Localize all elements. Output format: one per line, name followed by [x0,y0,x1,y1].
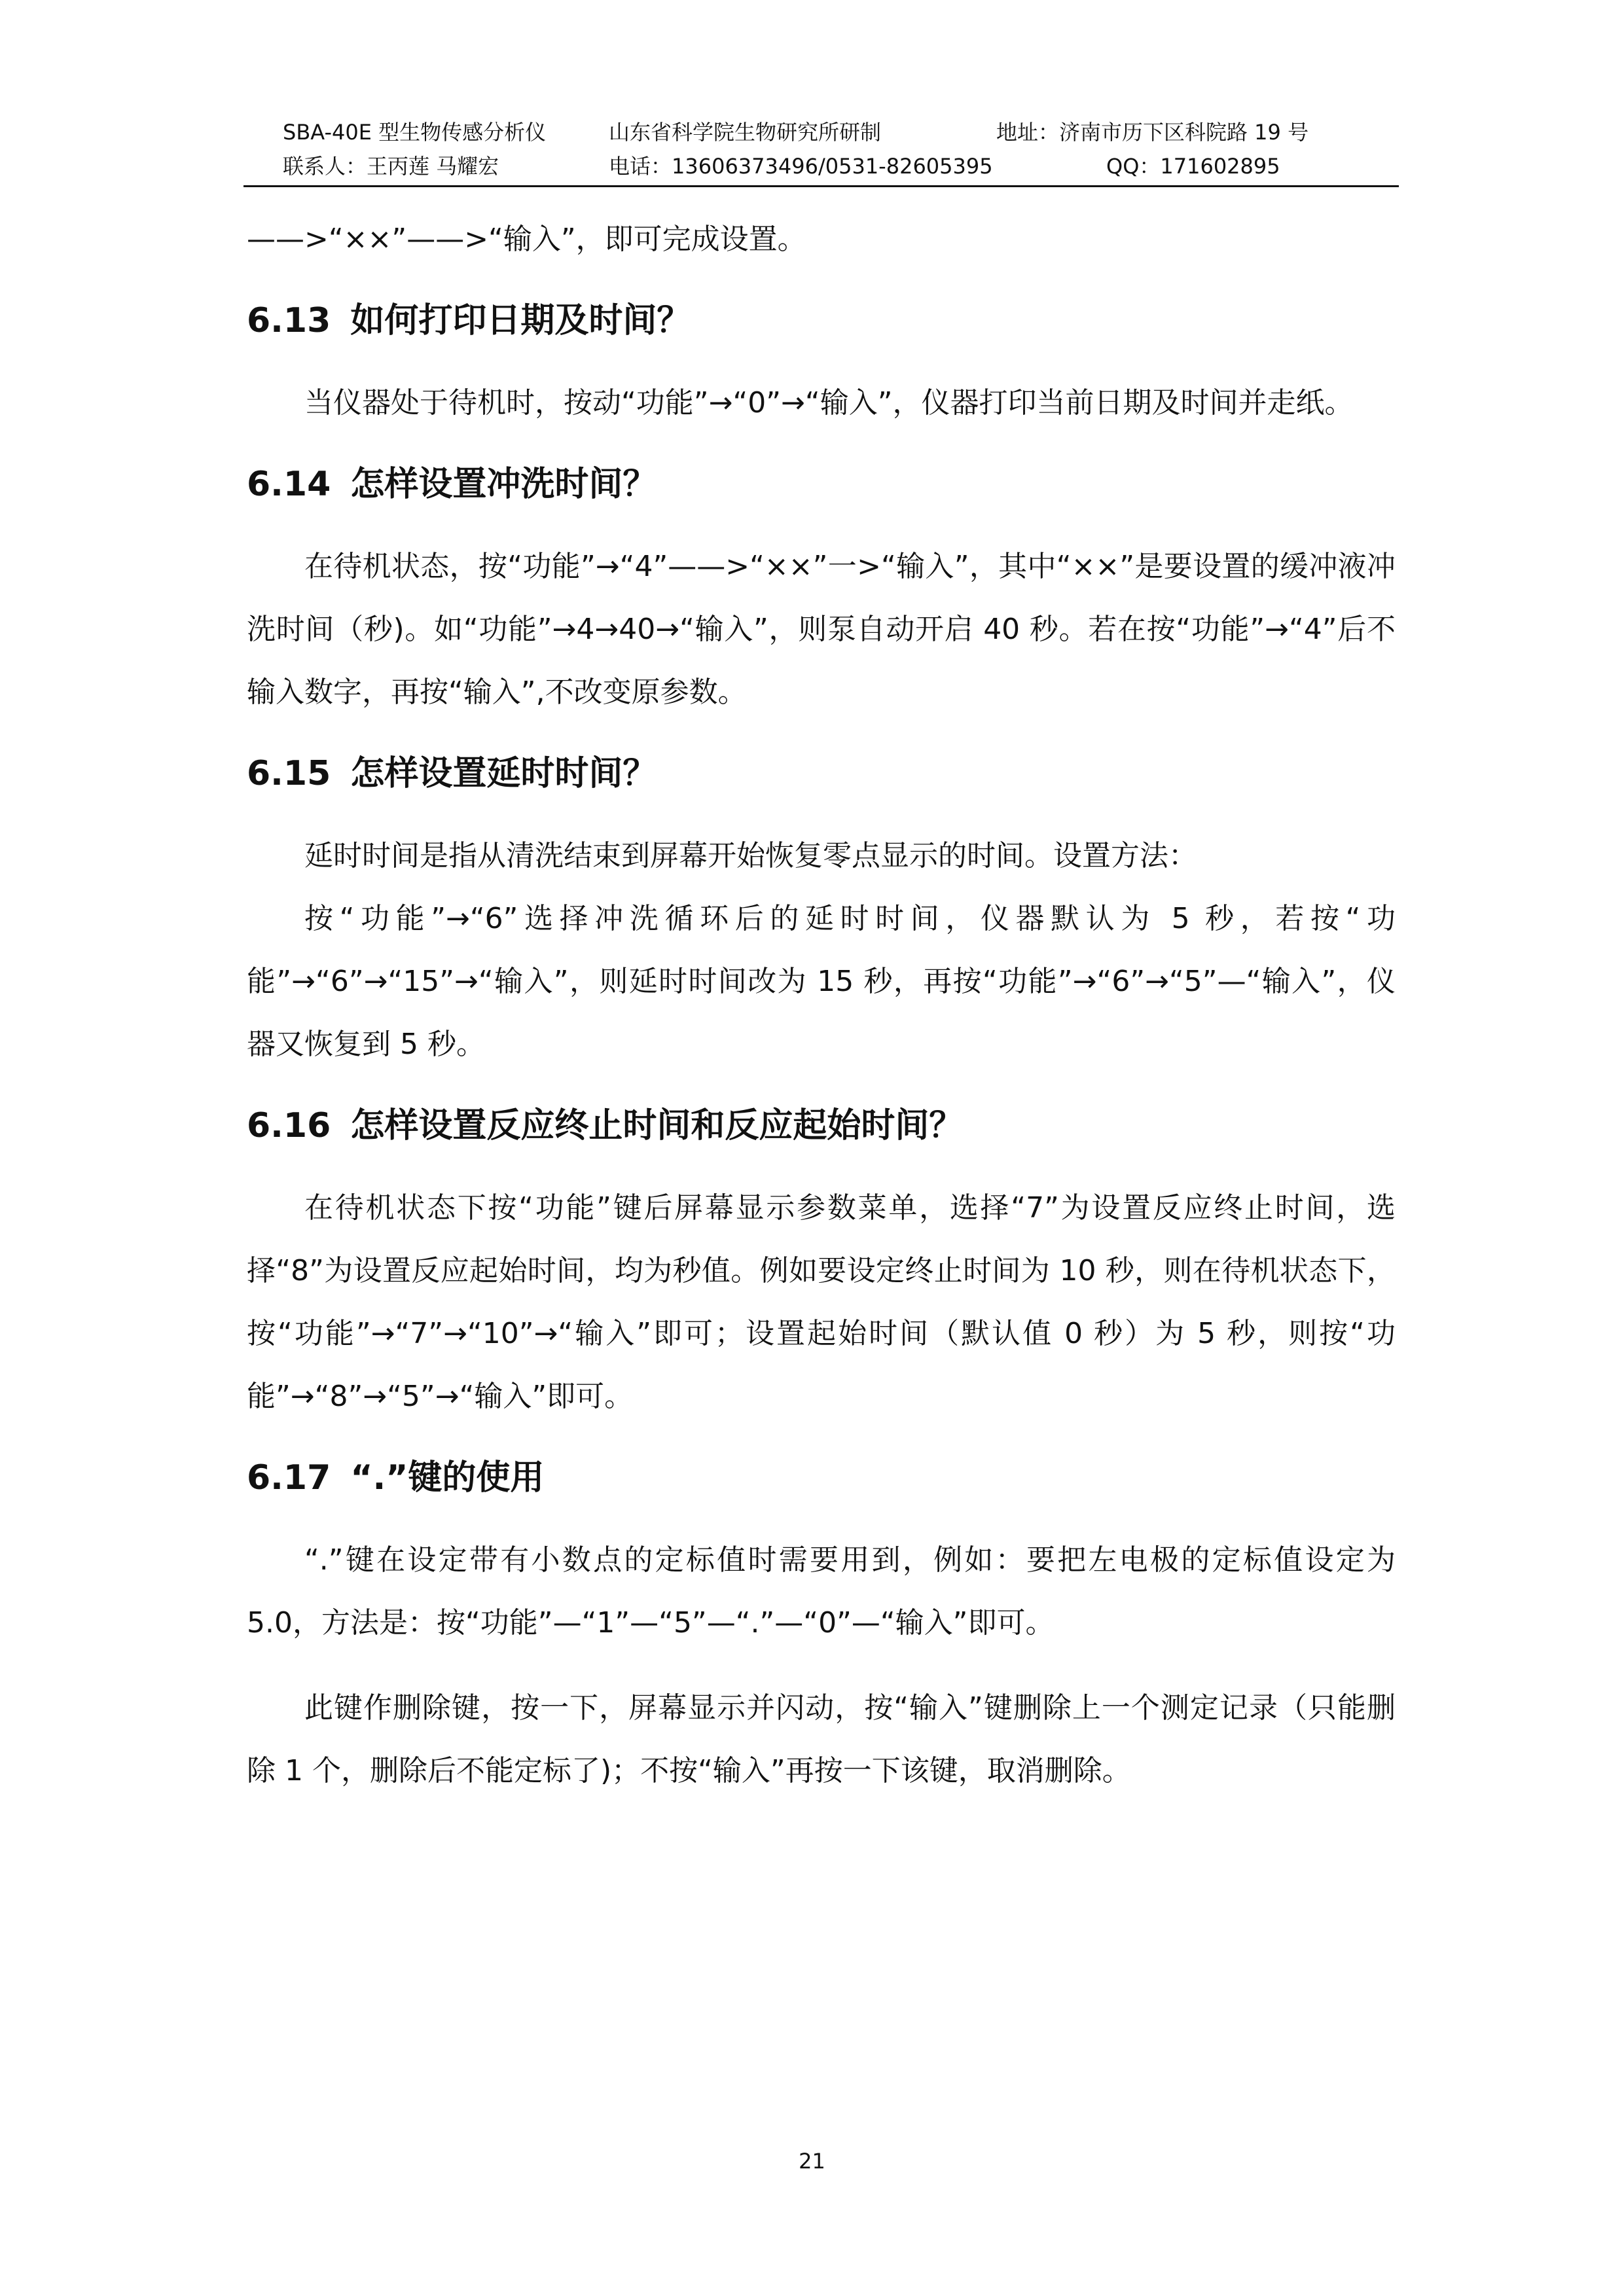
section-number: 6.15 [247,754,331,793]
section-number: 6.16 [247,1106,331,1145]
paragraph: 此键作删除键，按一下，屏幕显示并闪动，按“输入”键删除上一个测定记录（只能删除 1 个，删除后不能定标了)；不按“输入”再按一下该键，取消删除。 [247,1691,1396,1787]
paragraph: 延时时间是指从清洗结束到屏幕开始恢复零点显示的时间。设置方法： [304,839,1197,872]
header-product: SBA-40E 型生物传感分析仪 [283,120,547,145]
header-phone: 电话：13606373496/0531-82605395 [609,154,993,179]
header-qq: QQ：171602895 [1106,154,1280,179]
section-number: 6.14 [247,465,331,504]
section-heading [247,289,1396,352]
header-row-2 [244,149,1399,183]
section-6-15 [247,742,1396,1076]
paragraph: 在待机状态，按“功能”→“4”——>“××”一>“输入”，其中“××”是要设置的缓冲液冲洗时间（秒)。如“功能”→4→40→“输入”，则泵自动开启 40 秒。若在按“功能”→“4”后不输入数字，再按“输入”,不改变原参数。 [247,550,1396,709]
paragraph: “.”键在设定带有小数点的定标值时需要用到，例如：要把左电极的定标值设定为 5.0，方法是：按“功能”—“1”—“5”—“.”—“0”—“输入”即可。 [247,1543,1396,1640]
section-6-16 [247,1094,1396,1428]
header-divider [244,185,1399,187]
paragraph: 在待机状态下按“功能”键后屏幕显示参数菜单，选择“7”为设置反应终止时间，选择“8”为设置反应起始时间，均为秒值。例如要设定终止时间为 10 秒，则在待机状态下， 按“功能”→“7”→“10”→“输入”即可；设置起始时间（默认值 0 秒）为 5 秒，则按“功能”→“8”→“5”→“输入”即可。 [247,1191,1396,1413]
header-institute: 山东省科学院生物研究所研制 [609,120,882,145]
paragraph: 按“功能”→“6”选择冲洗循环后的延时时间，仪器默认为 5 秒，若按“功能”→“6”→“15”→“输入”，则延时时间改为 15 秒，再按“功能”→“6”→“5”—“输入”，仪器又恢复到 5 秒。 [247,902,1396,1061]
document-body [247,208,1396,1803]
section-heading [247,1446,1396,1509]
header-contacts: 联系人：王丙莲 马耀宏 [283,154,499,179]
section-heading [247,453,1396,516]
section-title: 怎样设置反应终止时间和反应起始时间？ [350,1106,964,1145]
section-6-14 [247,453,1396,724]
section-title: 怎样设置冲洗时间？ [350,465,657,504]
section-6-17 [247,1446,1396,1803]
header-row-1 [244,115,1399,149]
page-header [244,115,1399,183]
section-6-13 [247,289,1396,435]
page-number: 21 [799,2149,825,2174]
section-title: 怎样设置延时时间？ [350,754,657,793]
section-number: 6.17 [247,1458,331,1498]
section-heading [247,1094,1396,1157]
section-title: “.”键的使用 [350,1458,545,1498]
section-number: 6.13 [247,301,331,340]
lead-line: ——>“××”——>“输入”，即可完成设置。 [247,223,806,256]
paragraph: 当仪器处于待机时，按动“功能”→“0”→“输入”，仪器打印当前日期及时间并走纸。 [304,386,1354,420]
section-heading [247,742,1396,805]
header-address: 地址：济南市历下区科院路 19 号 [996,120,1309,145]
section-title: 如何打印日期及时间？ [350,301,691,340]
